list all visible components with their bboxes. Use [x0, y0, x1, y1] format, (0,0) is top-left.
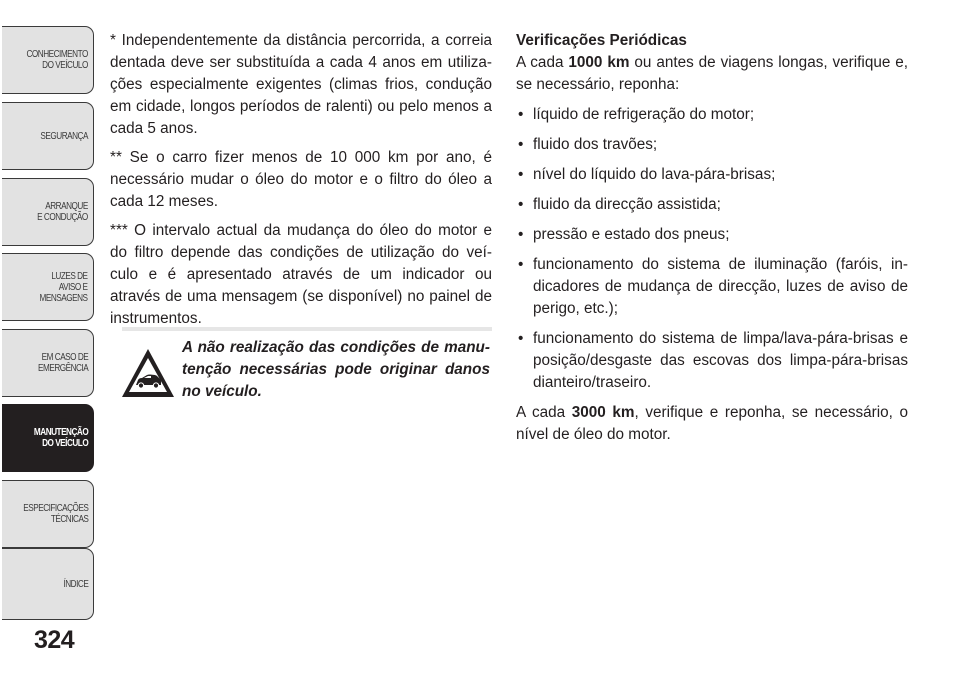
- check-list: [516, 104, 908, 394]
- right-column: [516, 30, 908, 446]
- tab-manutencao-do-veiculo[interactable]: [2, 404, 94, 472]
- page-number: 324: [34, 626, 75, 654]
- warning-triangle-car-icon: [120, 345, 176, 401]
- warning-divider: [122, 327, 492, 331]
- warning-box: [120, 327, 492, 403]
- intro-prefix: A cada: [516, 54, 569, 71]
- tab-indice[interactable]: [2, 548, 94, 620]
- footnote-oil-change: ** Se o carro fizer menos de 10 000 km por ano, é necessário mudar o óleo do motor e o filtro do óleo a cada 12 meses.: [110, 149, 492, 210]
- tab-seguranca[interactable]: [2, 102, 94, 170]
- tab-label: ARRANQUE E CONDUÇÃO: [37, 201, 88, 223]
- outro-suffix: , verifique e reponha, se necessário, o nível de óleo do motor.: [516, 404, 908, 443]
- outro-prefix: A cada: [516, 404, 572, 421]
- tab-label: LUZES DE AVISO E MENSAGENS: [40, 270, 88, 304]
- warning-text: A não realização das condições de manu-tenção necessárias pode originar danos no veículo.: [182, 339, 490, 400]
- list-item: • pressão e estado dos pneus;: [516, 224, 908, 246]
- intro-suffix: ou antes de viagens longas, verifique e, se necessário, reponha:: [516, 54, 909, 93]
- tab-em-caso-de-emergencia[interactable]: [2, 329, 94, 397]
- interval-3000km: 3000 km: [571, 404, 635, 421]
- tab-especificacoes-tecnicas[interactable]: [2, 480, 94, 548]
- tab-label: EM CASO DE EMERGÊNCIA: [37, 352, 88, 374]
- list-item: • funcionamento do sistema de iluminação (faróis, in-dicadores de mudança de direcção, luzes de aviso de perigo, etc.);: [516, 254, 908, 320]
- intro-paragraph: [516, 52, 908, 96]
- footnote-timing-belt: * Independentemente da distância percorrida, a correia dentada deve ser substituída a cada 4 anos em utiliza-ções especialmente exigentes (climas frios, condução em cidade, longos períodos de ralenti) ou pelo menos a cada 5 anos.: [110, 32, 492, 137]
- section-heading: Verificações Periódicas: [516, 32, 687, 49]
- tab-arranque-e-conducao[interactable]: [2, 178, 94, 246]
- tab-label: SEGURANÇA: [40, 130, 88, 142]
- left-column: [110, 30, 492, 337]
- interval-1000km: 1000 km: [568, 54, 630, 71]
- oil-check-paragraph: [516, 402, 908, 446]
- tab-label: ÍNDICE: [63, 578, 88, 590]
- tab-label: ESPECIFICAÇÕES TÉCNICAS: [22, 503, 88, 525]
- list-item: • fluido da direcção assistida;: [516, 194, 908, 216]
- tab-conhecimento-do-veiculo[interactable]: [2, 26, 94, 94]
- list-item: • funcionamento do sistema de limpa/lava-pára-brisas e posição/desgaste das escovas dos limpa-pára-brisas dianteiro/traseiro.: [516, 328, 908, 394]
- tab-label: MANUTENÇÃO DO VEÍCULO: [33, 427, 88, 449]
- footnote-oil-interval: *** O intervalo actual da mudança do óleo do motor e do filtro depende das condições de utilização do veí-culo e é apresentado através de um indicador ou através de uma mensagem (se disponível) no painel de instrumentos.: [110, 222, 492, 327]
- list-item: • fluido dos travões;: [516, 134, 908, 156]
- list-item: • nível do líquido do lava-pára-brisas;: [516, 164, 908, 186]
- tab-luzes-de-aviso[interactable]: [2, 253, 94, 321]
- list-item: • líquido de refrigeração do motor;: [516, 104, 908, 126]
- tab-label: CONHECIMENTO DO VEÍCULO: [26, 49, 88, 71]
